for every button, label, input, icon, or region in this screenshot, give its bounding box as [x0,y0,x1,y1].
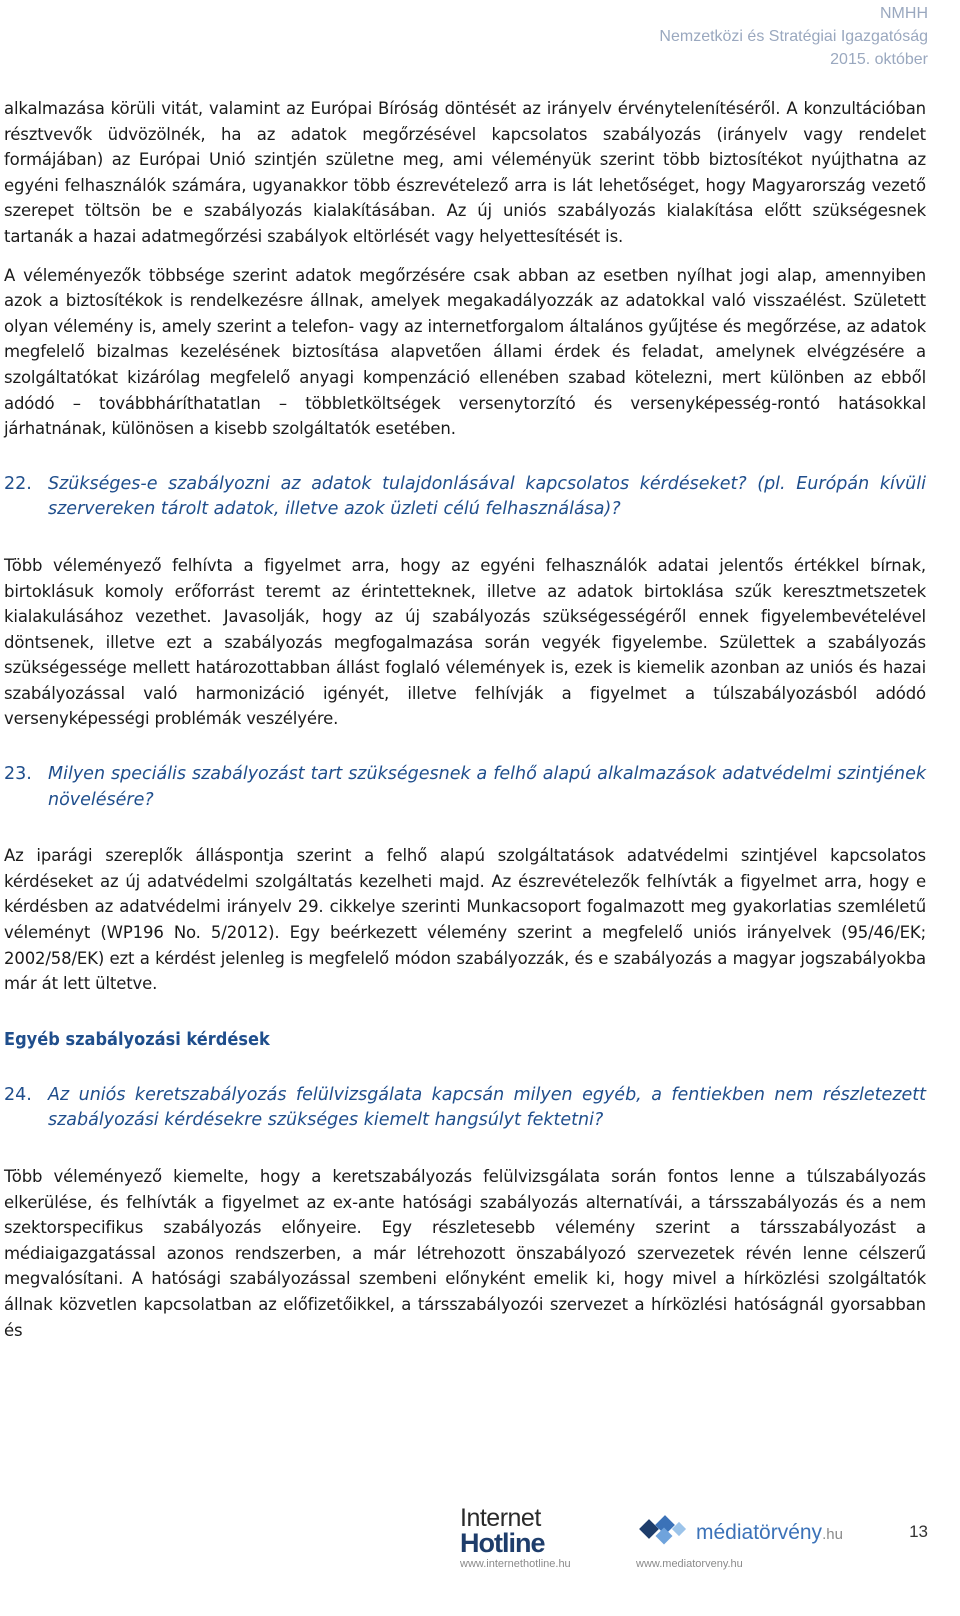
diamond-cluster-icon [636,1514,692,1552]
question-number: 22. [4,473,32,494]
header-department: Nemzetközi és Stratégiai Igazgatóság [659,28,928,45]
question-text: Az uniós keretszabályozás felülvizsgálata kapcsán milyen egyéb, a fentiekben nem részletezett szabályozási kérdésekre szükséges kiemelt hangsúlyt fektetni? [48,1084,926,1131]
internet-hotline-url: www.internethotline.hu [460,1558,571,1570]
paragraph-data-retention-eu: alkalmazása körüli vitát, valamint az Európai Bíróság döntését az irányelv érvénytelenítéséről. A konzultációban résztvevők üdvözölnék, ha az adatok megőrzésével kapcsolatos szabályozás (irányelv vagy rendelet formájában) az Európai Unió szintjén születne meg, ami véleményük szerint több biztosítékot nyújthatna az egyéni felhasználók számára, ugyanakkor több észrevételező arra is lát lehetőséget, hogy Magyarország vezető szerepet töltsön be e szabályozás kialakításában. Az új uniós szabályozás kialakítása előtt szükségesnek tartanák a hazai adatmegőrzési szabályok eltörlését vagy helyettesítését is. [4,99,926,246]
paragraph-cloud-privacy: Az iparági szereplők álláspontja szerint a felhő alapú szolgáltatások adatvédelmi szintjével kapcsolatos kérdéseket az új adatvédelmi szolgáltatás kezelheti majd. Az észrevételezők felhívták a figyelmet arra, hogy e kérdésben az adatvédelmi irányelv 29. cikkelye szerinti Munkacsoport fogalmazott meg gyakorlatias szemléletű véleményt (WP196 No. 5/2012). Egy beérkezett vélemény szerint a megfelelő uniós irányelvek (95/46/EK; 2002/58/EK) ezt a kérdést jelenleg is megfelelő módon szabályozzák, és e szabályozás a magyar jogszabályokba már át lett ültetve. [4,846,926,994]
paragraph-co-regulation: Több véleményező kiemelte, hogy a keretszabályozás felülvizsgálata során fontos lenne a túlszabályozás elkerülése, és felhívták a figyelmet az ex-ante hatósági szabályozás alternatívái, a társszabályozás és a nem szektorspecifikus szabályozás előnyeire. Egy részletesebb vélemény szerint a társszabályozást a médiaigazgatással azonos rendszerben, a már létrehozott önszabályozó szervezetek révén lenne célszerű megvalósítani. A hatósági szabályozással szembeni előnyként emelik ki, hogy mivel a hírközlési szolgáltatók állnak közvetlen kapcsolatban az előfizetőikkel, a társszabályozói szervezet a hírközlési hatóságnál gyorsabban és [4,1167,926,1340]
paragraph-data-ownership: Több véleményező felhívta a figyelmet arra, hogy az egyéni felhasználók adatai jelentős értékkel bírnak, birtoklásuk komoly erőforrást teremt az érintetteknek, illetve az adatok birtoklása szűk keresztmetszetek kialakulásához vezethet. Javasolják, hogy az új szabályozás szükségességéről ennek figyelembevételével döntsenek, illetve ezt a szabályozás megfogalmazása során vegyék figyelembe. Születtek a szabályozás szükségessége mellett határozottabban állást foglaló vélemények is, ezek is kiemelik azonban az uniós és hazai szabályozással való harmonizáció igényét, illetve felhívják a figyelmet a túlszabályozásból adódó versenyképességi problémák veszélyére. [4,555,926,729]
logo-internet-word: Internet [460,1504,541,1532]
question-23 [4,762,926,813]
page-footer [0,1500,960,1616]
mediatorveny-url: www.mediatorveny.hu [636,1558,743,1570]
question-number: 23. [4,764,32,785]
internet-hotline-logo [460,1506,610,1570]
page-number: 13 [909,1522,928,1541]
mediatorveny-name: médiatörvény [696,1521,823,1544]
question-number: 24. [4,1084,32,1105]
question-22 [4,472,926,523]
section-heading: Egyéb szabályozási kérdések [4,1028,270,1050]
document-body [4,96,926,1343]
question-text: Szükséges-e szabályozni az adatok tulajdonlásával kapcsolatos kérdéseket? (pl. Európán kívüli szervereken tárolt adatok, illetve azok üzleti célú felhasználása)? [48,473,926,520]
mediatorveny-logo [636,1514,856,1570]
header-org: NMHH [880,5,928,22]
mediatorveny-tld: .hu [822,1526,843,1543]
paragraph-data-retention-safeguards: A véleményezők többsége szerint adatok megőrzésére csak abban az esetben nyílhat jogi alap, amennyiben azok a biztosítékok is rendelkezésre állnak, amelyek megakadályozzák az adatokkal való visszaélést. Született olyan vélemény is, amely szerint a telefon- vagy az internetforgalom általános gyűjtése és megőrzése, az adatok megfelelő bizalmas kezelésének biztosítása alapvetően állami érdek és feladat, amelynek elvégzésére a szolgáltatókat kizárólag megfelelő anyagi kompenzáció ellenében szabad kötelezni, mert különben az ebből adódó – továbbháríthatatlan – többletköltségek versenytorzító és versenyképesség-rontó hatásokkal járhatnának, különösen a kisebb szolgáltatók esetében. [4,265,926,439]
question-24 [4,1083,926,1134]
question-text: Milyen speciális szabályozást tart szükségesnek a felhő alapú alkalmazások adatvédelmi szintjének növelésére? [48,764,926,810]
page-header [659,2,928,71]
mediatorveny-wordmark [696,1521,843,1545]
logo-hotline-word: Hotline [460,1528,545,1558]
header-date: 2015. október [830,51,928,68]
